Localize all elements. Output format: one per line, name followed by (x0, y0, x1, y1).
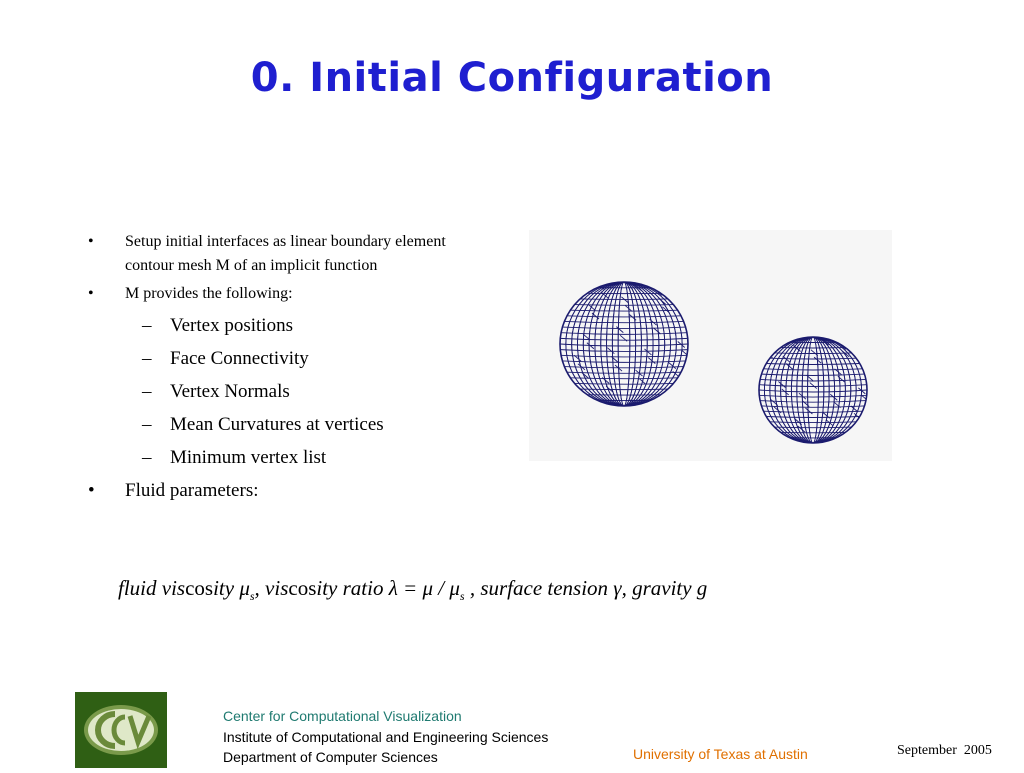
mesh-line (683, 312, 690, 318)
mesh-line (577, 282, 670, 406)
bullet-text: M provides the following: (125, 285, 293, 302)
sub-bullet-item (88, 347, 478, 371)
bullet-list (88, 230, 478, 507)
mesh-line (560, 282, 567, 288)
bullet-dot: • (88, 282, 94, 306)
mesh-line (561, 355, 687, 357)
mesh-line (569, 385, 576, 391)
mesh-line (560, 344, 688, 346)
mesh-line (770, 432, 777, 438)
mesh-line (564, 321, 683, 322)
mesh-line (775, 337, 851, 443)
mesh-line (771, 400, 778, 406)
mesh-line (664, 392, 671, 398)
bullet-dot: • (88, 230, 94, 254)
mesh-line (863, 362, 870, 368)
formula-part: ity ratio λ = μ / μ (316, 576, 460, 600)
dash-marker: – (142, 380, 152, 404)
formula-subscript: s (460, 589, 465, 603)
mesh-line (583, 282, 664, 406)
formula-part: cos (288, 576, 316, 600)
sub-bullet-item (88, 314, 478, 338)
mesh-line (567, 316, 681, 317)
mesh-line (802, 337, 824, 443)
mesh-line (595, 282, 653, 406)
mesh-line (575, 383, 674, 384)
mesh-line (580, 389, 668, 390)
mesh-line (612, 282, 635, 406)
formula-part: ity μ (213, 576, 250, 600)
mesh-line (653, 328, 660, 334)
mesh-line (786, 337, 840, 443)
mesh-line (644, 349, 651, 355)
bullet-dot: • (88, 479, 95, 503)
footer-institution (223, 706, 548, 768)
mesh-line (797, 337, 829, 443)
footer-line: Institute of Computational and Engineering Sciences (223, 727, 548, 748)
mesh-line (561, 333, 687, 335)
dash-marker: – (142, 413, 152, 437)
mesh-line (573, 394, 580, 400)
mesh-line (850, 439, 857, 445)
mesh-line (570, 310, 677, 311)
formula-part: , vis (255, 576, 289, 600)
mesh-line (607, 348, 614, 354)
mesh-line (687, 320, 694, 326)
mesh-line (866, 370, 873, 376)
dash-marker: – (142, 446, 152, 470)
mesh-line (759, 337, 766, 343)
footer-date: September 2005 (897, 743, 992, 759)
mesh-line (607, 282, 642, 406)
mesh-line (562, 327, 685, 328)
sub-bullet-item (88, 380, 478, 404)
dash-marker: – (142, 347, 152, 371)
formula-part: fluid vis (118, 576, 185, 600)
bullet-item (88, 230, 478, 278)
mesh-line (589, 282, 659, 406)
mesh-line (577, 282, 670, 406)
ccv-logo (75, 692, 167, 768)
bullet-text: Fluid parameters: (125, 480, 259, 501)
formula-part: , surface tension γ, gravity g (465, 576, 708, 600)
mesh-line (778, 382, 785, 388)
bullet-text: Setup initial interfaces as linear boundary element contour mesh M of an implicit function (125, 233, 446, 274)
mesh-line (781, 337, 846, 443)
sub-bullet-text: Minimum vertex list (170, 447, 326, 468)
mesh-line (791, 337, 834, 443)
mesh-line (560, 350, 687, 352)
bullet-item (88, 479, 478, 503)
mesh-line (567, 372, 681, 373)
mesh-line (572, 282, 677, 406)
mesh-line (846, 431, 853, 437)
mesh-line (838, 376, 845, 382)
wireframe-spheres-figure (529, 230, 892, 461)
mesh-line (805, 408, 812, 414)
sub-bullet-text: Vertex Normals (170, 381, 290, 402)
sub-bullet-text: Vertex positions (170, 315, 293, 336)
footer-line: Department of Computer Sciences (223, 747, 548, 768)
mesh-line (564, 291, 571, 297)
footer-line: Center for Computational Visualization (223, 706, 548, 727)
mesh-line (570, 378, 677, 379)
mesh-line (616, 327, 623, 333)
fluid-parameters-formula (118, 576, 707, 604)
sub-bullet-text: Face Connectivity (170, 348, 309, 369)
mesh-line (618, 282, 630, 406)
mesh-line (762, 344, 769, 350)
footer-university: University of Texas at Austin (633, 746, 808, 762)
dash-marker: – (142, 314, 152, 338)
bullet-item (88, 282, 478, 306)
mesh-line (572, 282, 677, 406)
sub-bullet-text: Mean Curvatures at vertices (170, 414, 384, 435)
mesh-line (668, 401, 675, 407)
sub-bullet-item (88, 413, 478, 437)
ccv-logo-icon (75, 692, 167, 768)
mesh-line (808, 337, 819, 443)
sub-bullet-item (88, 446, 478, 470)
mesh-line (583, 282, 664, 406)
formula-subscript: s (250, 589, 255, 603)
mesh-line (676, 380, 683, 386)
formula-part: cos (185, 576, 213, 600)
mesh-line (810, 383, 817, 389)
wireframe-spheres-icon (529, 230, 892, 461)
slide-title: 0. Initial Configuration (0, 55, 1024, 101)
